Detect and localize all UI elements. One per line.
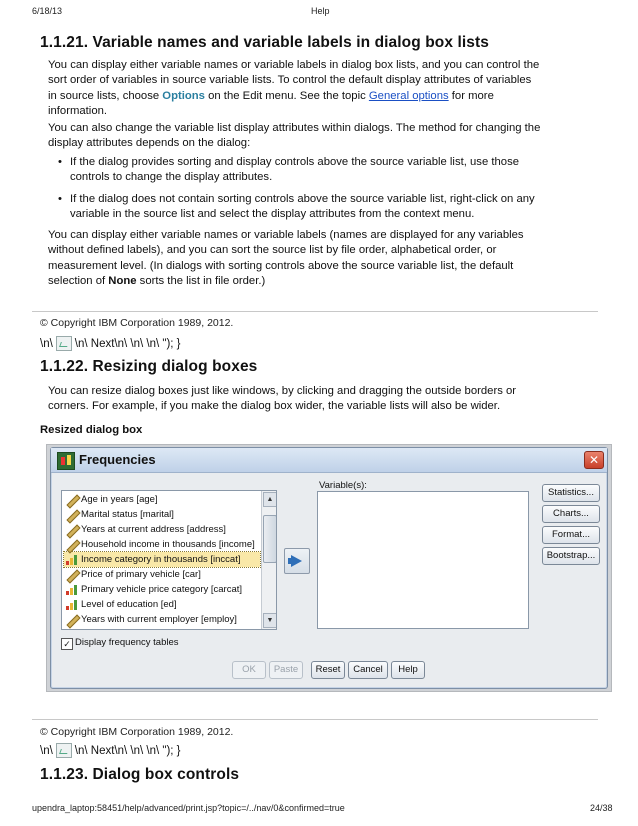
text-span: sorts the list in file order.) [136,274,266,287]
paragraph-sorting [48,228,596,289]
text-span: for more [448,89,494,102]
variable-list-item[interactable] [64,582,260,597]
bar-chart-icon [66,584,78,595]
page-url: upendra_laptop:58451/help/advanced/print.jsp?topic=/../nav/0&confirmed=true [32,803,345,813]
variable-label: Years at current address [address] [81,524,226,535]
variable-label: Price of primary vehicle [car] [81,569,201,580]
display-frequency-tables-checkbox[interactable]: ✓ [61,638,73,650]
help-button[interactable]: Help [391,661,425,679]
bullet-marker: • [58,156,62,168]
ruler-icon [66,569,78,580]
text-line: You can also change the variable list display attributes within dialogs. The method for changing the [48,122,541,134]
bootstrap-button[interactable]: Bootstrap... [542,547,600,565]
broken-image-icon [56,336,72,351]
paste-button[interactable]: Paste [269,661,303,679]
copyright-notice: © Copyright IBM Corporation 1989, 2012. [40,317,234,329]
scroll-down-arrow-icon[interactable]: ▼ [263,613,277,628]
variable-label: Household income in thousands [income] [81,539,255,550]
variable-list-item[interactable] [64,597,260,612]
bar-chart-icon [66,554,78,565]
variable-label: Income category in thousands [inccat] [81,554,241,565]
nav-text-left: \n\ [40,744,53,757]
nav-next-link[interactable]: \n\ Next\n\ \n\ \n\ "); } [74,337,181,350]
text-line: controls to change the display attributes. [70,171,273,184]
text-line: measurement level. (In dialogs with sorting controls above the source variable list, the default [48,259,514,272]
paragraph-change-attributes [48,121,596,152]
text-line: sort order of variables in source variable lists. To control the default display attributes of variables [48,74,532,87]
variable-list-item[interactable] [64,552,260,567]
close-button[interactable]: ✕ [584,451,604,469]
variable-list-item[interactable] [64,567,260,582]
divider [32,719,598,720]
ok-button[interactable]: OK [232,661,266,679]
text-line: You can resize dialog boxes just like windows, by clicking and dragging the outside borders or [48,385,517,397]
page-number: 24/38 [590,803,613,813]
nav-text-left: \n\ [40,337,53,350]
section-heading-variable-names: 1.1.21. Variable names and variable labels in dialog box lists [40,34,490,51]
text-line: If the dialog does not contain sorting controls above the source variable list, right-click on any [70,193,535,205]
bullet-item [70,155,596,186]
source-variable-list[interactable] [61,490,277,630]
dialog-titlebar[interactable] [51,448,607,473]
topic-navigation [40,336,181,351]
section-heading-resizing: 1.1.22. Resizing dialog boxes [40,358,258,375]
paragraph-resizing [48,384,596,415]
display-frequency-tables-label: Display frequency tables [75,637,179,648]
variable-list-item[interactable] [64,537,260,552]
paragraph-display-options [48,58,596,119]
variable-label: Years with current employer [employ] [81,614,237,625]
ruler-icon [66,539,78,550]
text-line: variable in the source list and select the display attributes from the context menu. [70,208,475,221]
text-line: You can display either variable names or variable labels (names are displayed for any variables [48,229,524,241]
target-variable-list[interactable] [317,491,529,629]
nav-next-link[interactable]: \n\ Next\n\ \n\ \n\ "); } [74,744,181,757]
bullet-marker: • [58,193,62,205]
figure-title: Resized dialog box [40,424,143,436]
text-span: selection of [48,274,109,287]
target-list-label: Variable(s): [319,480,367,491]
text-span: on the Edit menu. See the topic [204,89,369,102]
cancel-button[interactable]: Cancel [348,661,388,679]
broken-image-icon [56,743,72,758]
bar-chart-icon [66,599,78,610]
variable-label: Level of education [ed] [81,599,177,610]
text-line: display attributes depends on the dialog: [48,137,251,150]
text-line [48,274,596,289]
text-line: without defined labels), and you can sort the source list by file order, alphabetical order, or [48,244,497,257]
frequencies-dialog [50,447,608,689]
statistics-button[interactable]: Statistics... [542,484,600,502]
bold-term-none: None [108,274,137,287]
variable-list-scrollbar[interactable] [261,491,276,629]
variable-list-item[interactable] [64,522,260,537]
ruler-icon [66,494,78,505]
reset-button[interactable]: Reset [311,661,345,679]
bullet-item [70,192,596,223]
charts-button[interactable]: Charts... [542,505,600,523]
dialog-title: Frequencies [79,452,156,467]
variable-list-item[interactable] [64,507,260,522]
variable-list-item[interactable] [64,492,260,507]
scroll-up-arrow-icon[interactable]: ▲ [263,492,277,507]
variable-label: Age in years [age] [81,494,158,505]
move-variable-arrow-button[interactable] [284,548,310,574]
variable-list-item[interactable] [64,612,260,627]
text-line: You can display either variable names or variable labels in dialog box lists, and you can control the [48,59,540,71]
text-span: in source lists, choose [48,89,163,102]
format-button[interactable]: Format... [542,526,600,544]
ui-reference-options: Options [162,89,205,102]
divider [32,311,598,312]
print-date: 6/18/13 [32,6,63,16]
ruler-icon [66,614,78,625]
text-line [48,89,596,104]
variable-label: Primary vehicle price category [carcat] [81,584,243,595]
text-line: If the dialog provides sorting and display controls above the source variable list, use those [70,156,519,168]
general-options-link[interactable]: General options [368,89,449,102]
ruler-icon [66,524,78,535]
scroll-thumb[interactable] [263,515,277,563]
text-line: corners. For example, if you make the dialog box wider, the variable lists will also be wider. [48,400,501,413]
ruler-icon [66,509,78,520]
topic-navigation [40,743,181,758]
frequencies-app-icon [57,452,75,470]
section-heading-dialog-controls: 1.1.23. Dialog box controls [40,766,240,783]
variable-label: Marital status [marital] [81,509,174,520]
copyright-notice: © Copyright IBM Corporation 1989, 2012. [40,726,234,738]
page-header-title: Help [311,6,330,16]
text-line: information. [48,104,108,117]
